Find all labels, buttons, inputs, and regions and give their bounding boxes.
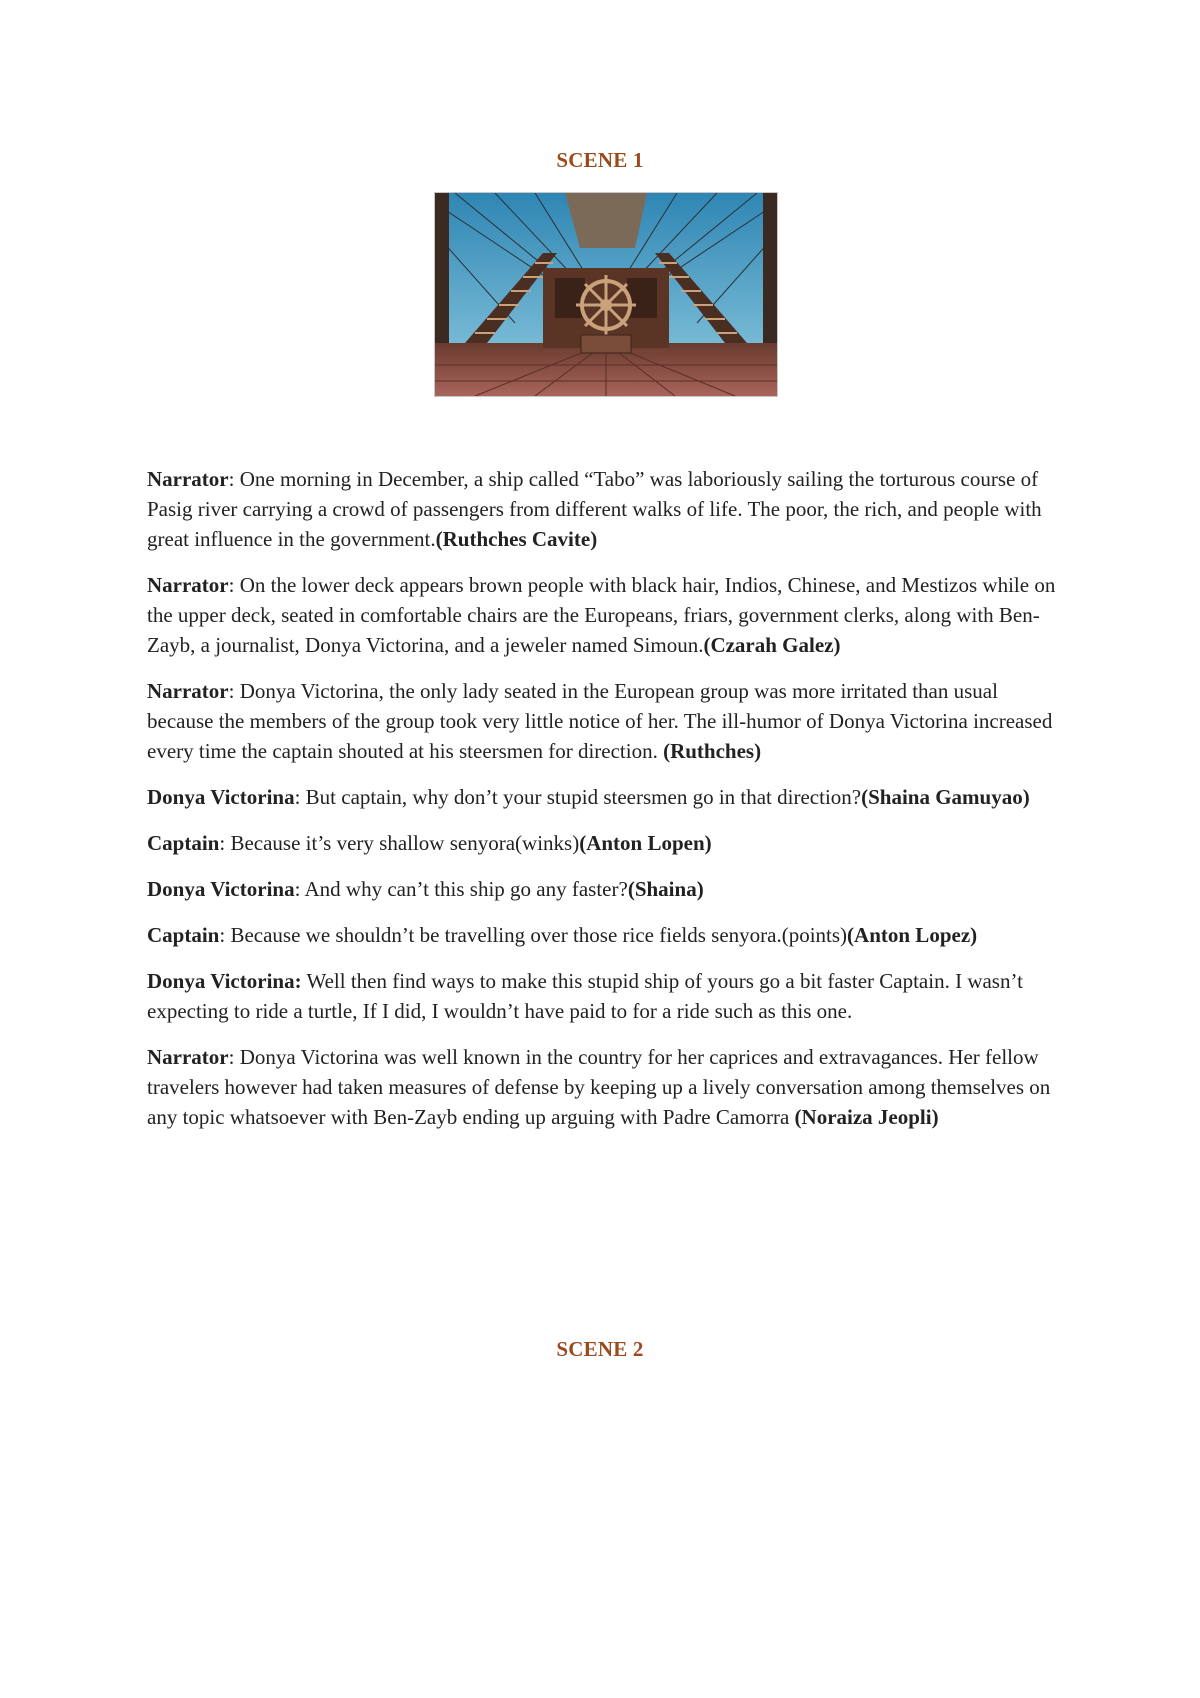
dialogue-text: : But captain, why don’t your stupid steersmen go in that direction? (294, 785, 862, 809)
cast-name: (Ruthches Cavite) (435, 527, 598, 551)
script-line (147, 782, 1063, 812)
speaker-name: Narrator (147, 573, 229, 597)
speaker-name: Captain (147, 831, 220, 855)
dialogue-text: : On the lower deck appears brown people with black hair, Indios, Chinese, and Mestizos while on the upper deck, seated in comfortable chairs are the Europeans, friars, government clerks, along with Ben-Zayb, a journalist, Donya Victorina, and a jeweler named Simoun. (147, 573, 1056, 657)
ship-deck-illustration (434, 192, 778, 397)
cast-name: (Ruthches) (663, 739, 762, 763)
dialogue-text: Well then find ways to make this stupid ship of yours go a bit faster Captain. I wasn’t expecting to ride a turtle, If I did, I wouldn’t have paid to for a ride such as this one. (147, 969, 1023, 1023)
dialogue-text: : And why can’t this ship go any faster? (294, 877, 628, 901)
script-line (147, 874, 1063, 904)
dialogue-text: : One morning in December, a ship called “Tabo” was laboriously sailing the torturous course of Pasig river carrying a crowd of passengers from different walks of life. The poor, the rich, and people with great influence in the government. (147, 467, 1042, 551)
dialogue-text: : Donya Victorina, the only lady seated in the European group was more irritated than usual because the members of the group took very little notice of her. The ill-humor of Donya Victorina increased every time the captain shouted at his steersmen for direction. (147, 679, 1053, 763)
script-body (147, 464, 1063, 1148)
speaker-name: Narrator (147, 467, 229, 491)
speaker-name: Donya Victorina: (147, 969, 302, 993)
scene-1-heading: SCENE 1 (556, 148, 644, 172)
cast-name: (Anton Lopen) (579, 831, 712, 855)
script-line (147, 920, 1063, 950)
cast-name: (Noraiza Jeopli) (794, 1105, 939, 1129)
speaker-name: Narrator (147, 679, 229, 703)
cast-name: (Shaina) (627, 877, 704, 901)
scene-2-heading: SCENE 2 (556, 1337, 644, 1361)
cast-name: (Shaina Gamuyao) (861, 785, 1030, 809)
speaker-name: Donya Victorina (147, 877, 295, 901)
speaker-name: Captain (147, 923, 220, 947)
cast-name: (Anton Lopez) (847, 923, 978, 947)
dialogue-text: : Because we shouldn’t be travelling over those rice fields senyora.(points) (219, 923, 848, 947)
speaker-name: Narrator (147, 1045, 229, 1069)
script-line (147, 828, 1063, 858)
dialogue-text: : Because it’s very shallow senyora(winks) (219, 831, 580, 855)
script-line (147, 966, 1063, 1026)
script-line (147, 676, 1063, 766)
speaker-name: Donya Victorina (147, 785, 295, 809)
cast-name: (Czarah Galez) (703, 633, 841, 657)
dialogue-text: : Donya Victorina was well known in the country for her caprices and extravagances. Her fellow travelers however had taken measures of defense by keeping up a lively conversation among themselves on any topic whatsoever with Ben-Zayb ending up arguing with Padre Camorra (147, 1045, 1051, 1129)
script-line (147, 1042, 1063, 1132)
script-line (147, 464, 1063, 554)
script-line (147, 570, 1063, 660)
